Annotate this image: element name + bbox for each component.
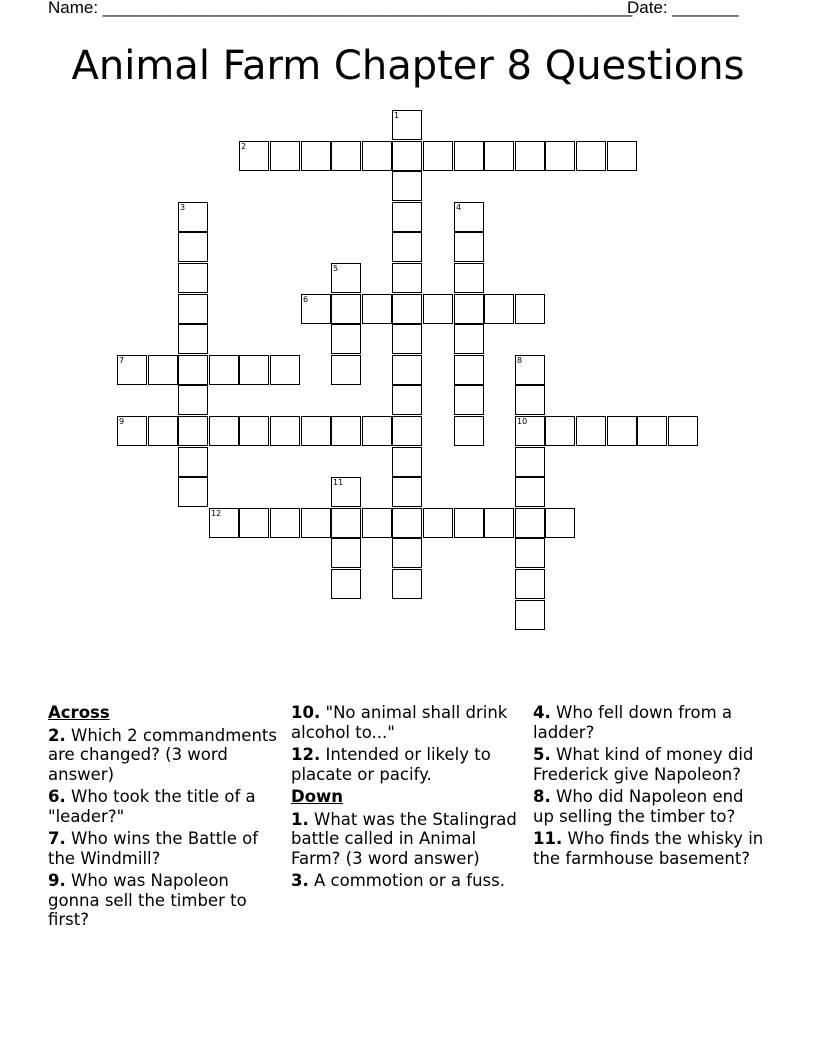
grid-cell[interactable]	[392, 416, 422, 446]
grid-cell[interactable]	[392, 232, 422, 262]
clue-across-7	[48, 829, 284, 868]
grid-cell[interactable]	[454, 416, 484, 446]
grid-cell[interactable]	[331, 508, 361, 538]
grid-cell[interactable]	[178, 324, 208, 354]
grid-cell[interactable]	[148, 355, 178, 385]
grid-cell[interactable]	[392, 538, 422, 568]
grid-cell[interactable]	[331, 294, 361, 324]
grid-cell[interactable]	[392, 569, 422, 599]
cell-number: 11	[333, 478, 344, 487]
grid-cell[interactable]	[117, 355, 147, 385]
grid-cell[interactable]	[270, 355, 300, 385]
clue-down-8	[533, 787, 769, 826]
grid-cell[interactable]	[515, 600, 545, 630]
grid-cell[interactable]	[668, 416, 698, 446]
grid-cell[interactable]	[515, 477, 545, 507]
grid-cell[interactable]	[454, 294, 484, 324]
grid-cell[interactable]	[484, 508, 514, 538]
grid-cell[interactable]	[239, 508, 269, 538]
grid-cell[interactable]	[239, 355, 269, 385]
grid-cell[interactable]	[423, 141, 453, 171]
clue-number: 5.	[533, 745, 551, 764]
grid-cell[interactable]	[576, 141, 606, 171]
grid-cell[interactable]	[178, 355, 208, 385]
grid-cell[interactable]	[637, 416, 667, 446]
grid-cell[interactable]	[392, 202, 422, 232]
cell-number: 4	[456, 203, 462, 212]
clue-text: Who was Napoleon gonna sell the timber to first?	[48, 871, 247, 929]
grid-cell[interactable]	[454, 232, 484, 262]
grid-cell[interactable]	[239, 141, 269, 171]
grid-cell[interactable]	[270, 141, 300, 171]
date-field[interactable]: Date: _______	[627, 0, 739, 17]
grid-cell[interactable]	[545, 416, 575, 446]
grid-cell[interactable]	[362, 294, 392, 324]
grid-cell[interactable]	[515, 569, 545, 599]
grid-cell[interactable]	[331, 416, 361, 446]
clue-number: 11.	[533, 829, 563, 848]
clue-down-5	[533, 745, 769, 784]
grid-cell[interactable]	[392, 447, 422, 477]
grid-cell[interactable]	[209, 416, 239, 446]
grid-cell[interactable]	[515, 141, 545, 171]
grid-cell[interactable]	[576, 416, 606, 446]
grid-cell[interactable]	[178, 416, 208, 446]
cell-number: 2	[241, 142, 247, 151]
clue-text: Who took the title of a "leader?"	[48, 787, 256, 826]
cell-number: 8	[517, 356, 523, 365]
clues-column-2	[291, 703, 527, 894]
grid-cell[interactable]	[178, 263, 208, 293]
grid-cell[interactable]	[454, 141, 484, 171]
grid-cell[interactable]	[392, 508, 422, 538]
grid-cell[interactable]	[454, 263, 484, 293]
grid-cell[interactable]	[515, 355, 545, 385]
clue-text: Who fell down from a ladder?	[533, 703, 733, 742]
clue-text: What was the Stalingrad battle called in Animal Farm? (3 word answer)	[291, 809, 517, 868]
grid-cell[interactable]	[331, 538, 361, 568]
grid-cell[interactable]	[392, 171, 422, 201]
cell-number: 7	[119, 356, 125, 365]
grid-cell[interactable]	[545, 141, 575, 171]
clue-text: What kind of money did Frederick give Napoleon?	[533, 745, 754, 784]
clue-across-12	[291, 745, 527, 784]
grid-cell[interactable]	[607, 141, 637, 171]
clue-number: 3.	[291, 871, 309, 890]
across-heading: Across	[48, 703, 110, 722]
grid-cell[interactable]	[301, 294, 331, 324]
clue-text: "No animal shall drink alcohol to..."	[291, 703, 508, 742]
clue-number: 9.	[48, 871, 66, 890]
grid-cell[interactable]	[392, 263, 422, 293]
grid-cell[interactable]	[301, 508, 331, 538]
cell-number: 10	[517, 417, 528, 426]
page-title: Animal Farm Chapter 8 Questions	[71, 43, 745, 89]
grid-cell[interactable]	[392, 110, 422, 140]
grid-cell[interactable]	[515, 538, 545, 568]
name-field[interactable]: Name: ________________________________________________________	[48, 0, 633, 17]
clue-across-9	[48, 871, 284, 930]
grid-cell[interactable]	[178, 232, 208, 262]
grid-cell[interactable]	[545, 508, 575, 538]
grid-cell[interactable]	[178, 447, 208, 477]
grid-cell[interactable]	[515, 508, 545, 538]
grid-cell[interactable]	[178, 477, 208, 507]
grid-cell[interactable]	[148, 416, 178, 446]
cell-number: 6	[303, 295, 309, 304]
down-heading: Down	[291, 787, 344, 806]
grid-cell[interactable]	[392, 141, 422, 171]
grid-cell[interactable]	[454, 355, 484, 385]
grid-cell[interactable]	[178, 385, 208, 415]
grid-cell[interactable]	[362, 141, 392, 171]
clue-text: Who did Napoleon end up selling the timber to?	[533, 787, 744, 826]
grid-cell[interactable]	[301, 141, 331, 171]
grid-cell[interactable]	[178, 294, 208, 324]
clue-number: 2.	[48, 725, 66, 745]
grid-cell[interactable]	[423, 508, 453, 538]
clue-text: Who finds the whisky in the farmhouse basement?	[533, 829, 764, 868]
clue-down-4	[533, 703, 769, 742]
grid-cell[interactable]	[270, 416, 300, 446]
clue-number: 6.	[48, 787, 66, 806]
cell-number: 5	[333, 264, 339, 273]
clue-number: 12.	[291, 745, 321, 764]
grid-cell[interactable]	[392, 477, 422, 507]
grid-cell[interactable]	[454, 385, 484, 415]
clue-down-11	[533, 829, 769, 868]
clue-down-1	[291, 810, 527, 869]
clue-number: 4.	[533, 703, 551, 722]
clue-text: Who wins the Battle of the Windmill?	[48, 829, 259, 868]
grid-cell[interactable]	[454, 324, 484, 354]
clue-number: 7.	[48, 829, 66, 848]
cell-number: 3	[180, 203, 186, 212]
grid-cell[interactable]	[362, 416, 392, 446]
clues-column-1	[48, 703, 284, 933]
grid-cell[interactable]	[209, 355, 239, 385]
grid-cell[interactable]	[178, 202, 208, 232]
cell-number: 1	[394, 111, 400, 120]
clue-number: 8.	[533, 787, 551, 806]
clue-across-6	[48, 787, 284, 826]
grid-cell[interactable]	[607, 416, 637, 446]
grid-cell[interactable]	[392, 324, 422, 354]
grid-cell[interactable]	[239, 416, 269, 446]
clues-column-3	[533, 703, 769, 871]
clue-number: 1.	[291, 809, 309, 829]
grid-cell[interactable]	[270, 508, 300, 538]
clue-across-2	[48, 726, 284, 785]
grid-cell[interactable]	[331, 263, 361, 293]
clue-number: 10.	[291, 703, 321, 722]
clue-across-10	[291, 703, 527, 742]
cell-number: 12	[211, 509, 222, 518]
grid-cell[interactable]	[331, 477, 361, 507]
grid-cell[interactable]	[515, 294, 545, 324]
grid-cell[interactable]	[331, 355, 361, 385]
clue-text: Intended or likely to placate or pacify.	[291, 745, 491, 784]
cell-number: 9	[119, 417, 125, 426]
grid-cell[interactable]	[392, 385, 422, 415]
grid-cell[interactable]	[301, 416, 331, 446]
grid-cell[interactable]	[362, 508, 392, 538]
grid-cell[interactable]	[454, 202, 484, 232]
grid-cell[interactable]	[331, 141, 361, 171]
clue-text: A commotion or a fuss.	[314, 871, 505, 890]
grid-cell[interactable]	[209, 508, 239, 538]
grid-cell[interactable]	[515, 416, 545, 446]
grid-cell[interactable]	[484, 294, 514, 324]
grid-cell[interactable]	[454, 508, 484, 538]
grid-cell[interactable]	[515, 447, 545, 477]
grid-cell[interactable]	[331, 324, 361, 354]
clue-down-3	[291, 871, 527, 891]
grid-cell[interactable]	[117, 416, 147, 446]
grid-cell[interactable]	[423, 294, 453, 324]
grid-cell[interactable]	[392, 294, 422, 324]
clue-text: Which 2 commandments are changed? (3 word answer)	[48, 725, 277, 784]
grid-cell[interactable]	[515, 385, 545, 415]
grid-cell[interactable]	[331, 569, 361, 599]
grid-cell[interactable]	[392, 355, 422, 385]
grid-cell[interactable]	[484, 141, 514, 171]
